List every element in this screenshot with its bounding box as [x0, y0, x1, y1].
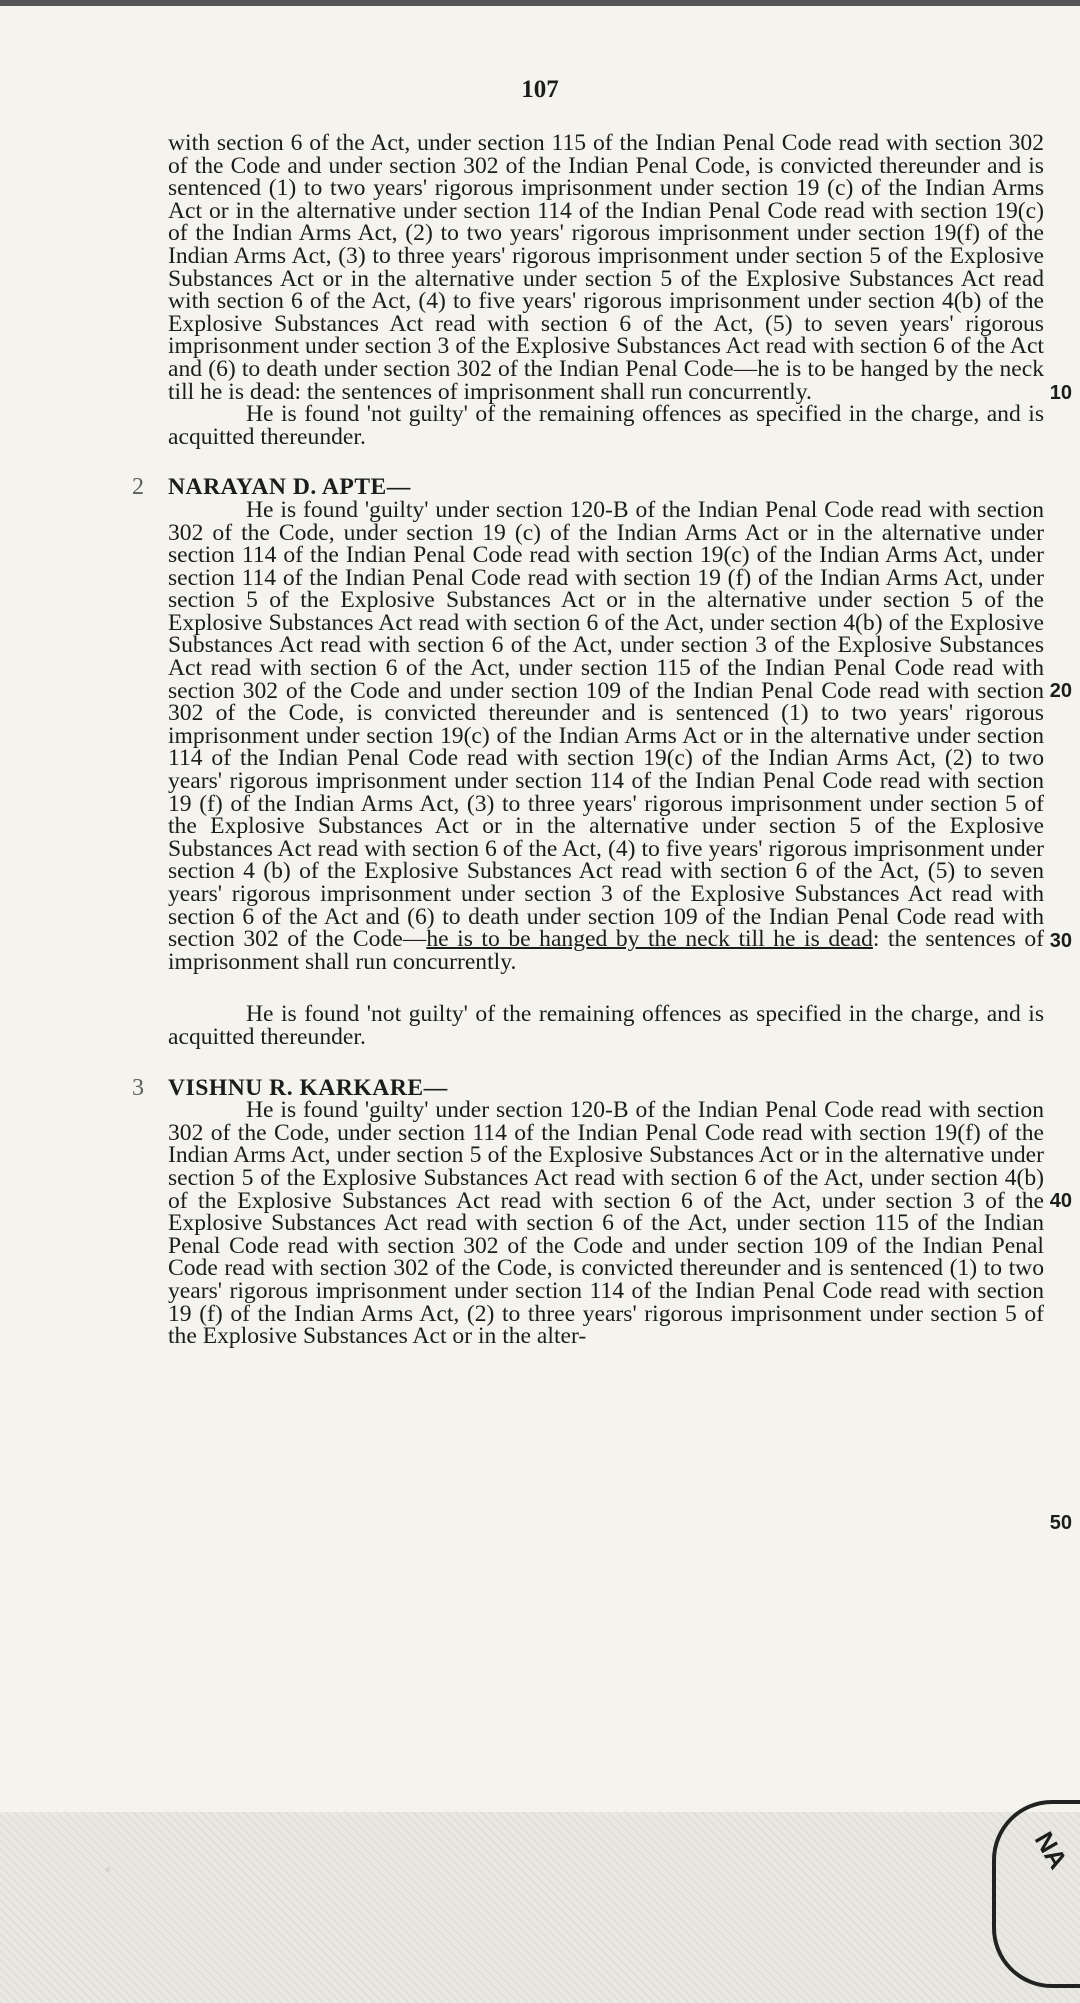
apte-verdict-end: : the sentences of imprisonment shall run concurrently. — [168, 926, 1044, 975]
paragraph-apte-verdict — [168, 496, 1044, 975]
section-number-3: 3 — [132, 1074, 145, 1101]
line-number-40: 40 — [1049, 1190, 1072, 1212]
apte-verdict-text: He is found 'guilty' under section 120-B of the Indian Penal Code read with section 302 of the Code, under section 19 (c) of the Indian Arms Act or in the alternative under section 114 of the Indian Penal Code read with section 19(c) of the Indian Arms Act, under section 114 of the Indian Penal Code read with section 19 (f) of the Indian Arms Act, under section 5 of the Explosive Substances Act or in the alternative under section 5 of the Explosive Substances Act read with section 6 of the Act, under section 4(b) of the Explosive Substances Act read with section 6 of the Act, under section 3 of the Explosive Substances Act read with section 6 of the Act, under section 115 of the Indian Penal Code read with section 302 of the Code and under section 109 of the Indian Penal Code read with section 302 of the Code, is convicted thereunder and is sentenced (1) to two years' rigorous imprisonment under section 19(c) of the Indian Arms Act or in the alternative under section 114 of the Indian Penal Code read with section 19(c) of the Indian Arms Act, (2) to two years' rigorous imprisonment under section 114 of the Indian Penal Code read with section 19 (f) of the Indian Arms Act, (3) to three years' rigorous imprisonment under section 5 of the Explosive Substances Act or in the alternative under section 5 of the Explosive Substances Act read with section 6 of the Act, (4) to five years' rigorous imprisonment under section 4 (b) of the Explosive Substances Act read with section 6 of the Act, (5) to seven years' rigorous imprisonment under section 3 of the Explosive Substances Act read with section 6 of the Act and (6) to death under section 109 of the Indian Penal Code read with section 302 of the Code— — [168, 496, 1044, 953]
seal-stamp — [992, 1800, 1080, 1988]
paragraph-karkare-verdict: He is found 'guilty' under section 120-B of the Indian Penal Code read with section 302 of the Code, under section 114 of the Indian Penal Code read with section 19(f) of the Indian Arms Act, under section 5 of the Explosive Substances Act or in the alternative under section 5 of the Explosive Substances Act read with section 6 of the Act, under section 4(b) of the Explosive Substances Act read with section 6 of the Act, under section 3 of the Explosive Substances Act read with section 6 of the Act, under section 115 of the Indian Penal Code read with section 302 of the Code and under section 109 of the Indian Penal Code read with section 302 of the Code, is convicted thereunder and is sentenced (1) to two years' rigorous imprisonment under section 114 of the Indian Penal Code read with section 19 (f) of the Indian Arms Act, (2) to three years' rigorous imprisonment under section 5 of the Explosive Substances Act or in the alter- — [168, 1097, 1044, 1350]
document-body — [132, 130, 1044, 1350]
section-heading-text: VISHNU R. KARKARE— — [168, 1074, 448, 1101]
scan-top-edge — [0, 0, 1080, 6]
page-number: 107 — [521, 76, 559, 103]
line-number-30: 30 — [1049, 930, 1072, 952]
line-number-20: 20 — [1049, 680, 1072, 702]
section-heading-apte — [132, 474, 1044, 501]
line-number-10: 10 — [1049, 382, 1072, 404]
paragraph-acquittal-1: He is found 'not guilty' of the remaining offences as specified in the charge, and is acquitted thereunder. — [168, 401, 1044, 450]
paragraph-continuation: with section 6 of the Act, under section 115 of the Indian Penal Code read with section 302 of the Code and under section 302 of the Indian Penal Code, is convicted thereunder and is sentenced (1) to two years' rigorous imprisonment under section 19 (c) of the Indian Arms Act or in the alternative under section 114 of the Indian Penal Code read with section 19(c) of the Indian Arms Act, (2) to two years' rigorous imprisonment under section 19(f) of the Indian Arms Act, (3) to three years' rigorous imprisonment under section 5 of the Explosive Substances Act or in the alternative under section 5 of the Explosive Substances Act read with section 6 of the Act, (4) to five years' rigorous imprisonment under section 4(b) of the Explosive Substances Act read with section 6 of the Act, (5) to seven years' rigorous imprisonment under section 3 of the Explosive Substances Act read with section 6 of the Act and (6) to death under section 302 of the Indian Penal Code—he is to be hanged by the neck till he is dead: the sentences of imprisonment shall run concurrently. — [168, 130, 1044, 405]
section-heading-karkare — [132, 1074, 1044, 1101]
apte-sentence-underlined: he is to be hanged by the neck till he is dead — [426, 926, 873, 953]
line-number-50: 50 — [1049, 1512, 1072, 1534]
paragraph-apte-acquittal: He is found 'not guilty' of the remaining offences as specified in the charge, and is acquitted thereunder. — [168, 1001, 1044, 1050]
seal-stamp-text: NA — [1029, 1826, 1075, 1875]
scan-noise-area — [0, 1812, 1080, 2003]
section-heading-text: NARAYAN D. APTE— — [168, 474, 411, 501]
section-number-2: 2 — [132, 474, 145, 501]
